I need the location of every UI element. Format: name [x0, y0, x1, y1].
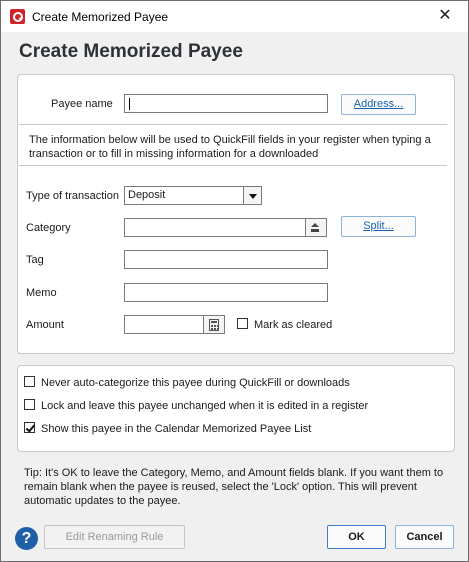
never-autocategorize-label: Never auto-categorize this payee during QuickFill or downloads: [41, 377, 350, 389]
tip-text: Tip: It's OK to leave the Category, Memo, and Amount fields blank. If you want them to remain blank when the payee is reused, select the 'Lock' option. This will prevent automatic updates to the payee.: [24, 467, 444, 507]
show-in-calendar-checkbox[interactable]: [24, 422, 35, 433]
mark-cleared-label: Mark as cleared: [254, 319, 333, 331]
help-icon[interactable]: ?: [15, 527, 38, 550]
address-button-label: Address...: [353, 98, 404, 110]
split-button[interactable]: [341, 216, 416, 237]
amount-input[interactable]: [124, 315, 204, 334]
quicken-logo-icon: [10, 9, 25, 24]
calculator-icon[interactable]: [204, 315, 225, 334]
transaction-type-value: Deposit: [128, 189, 166, 201]
category-label: Category: [26, 222, 71, 234]
cancel-button[interactable]: Cancel: [395, 525, 454, 549]
text-caret: [129, 98, 130, 110]
info-text: The information below will be used to QuickFill fields in your register when typing a transaction or to fill in missing information for a downloaded: [29, 134, 431, 160]
dialog-heading: Create Memorized Payee: [19, 41, 243, 62]
payee-details-panel: [17, 74, 455, 354]
edit-renaming-rule-button[interactable]: Edit Renaming Rule: [44, 525, 185, 549]
amount-label: Amount: [26, 319, 64, 331]
window-title: Create Memorized Payee: [32, 10, 169, 24]
show-in-calendar-label: Show this payee in the Calendar Memorized Payee List: [41, 423, 312, 435]
payee-name-input[interactable]: [124, 94, 328, 113]
chevron-down-icon: [243, 187, 261, 204]
ok-button[interactable]: OK: [327, 525, 386, 549]
payee-name-label: Payee name: [51, 98, 113, 110]
transaction-type-select[interactable]: [124, 186, 262, 205]
split-button-label: Split...: [363, 220, 394, 232]
transaction-type-label: Type of transaction: [26, 190, 119, 202]
lock-payee-checkbox[interactable]: [24, 399, 35, 410]
mark-cleared-checkbox[interactable]: [237, 318, 248, 329]
divider-top: [19, 124, 447, 125]
tag-label: Tag: [26, 254, 44, 266]
never-autocategorize-checkbox[interactable]: [24, 376, 35, 387]
address-button[interactable]: [341, 94, 416, 115]
category-input[interactable]: [124, 218, 306, 237]
memo-input[interactable]: [124, 283, 328, 302]
memo-label: Memo: [26, 287, 57, 299]
close-button[interactable]: ✕: [438, 7, 452, 24]
category-list-icon[interactable]: [306, 218, 327, 237]
title-bar: [1, 1, 468, 32]
tag-input[interactable]: [124, 250, 328, 269]
lock-payee-label: Lock and leave this payee unchanged when it is edited in a register: [41, 400, 369, 412]
divider-bottom: [19, 165, 447, 166]
